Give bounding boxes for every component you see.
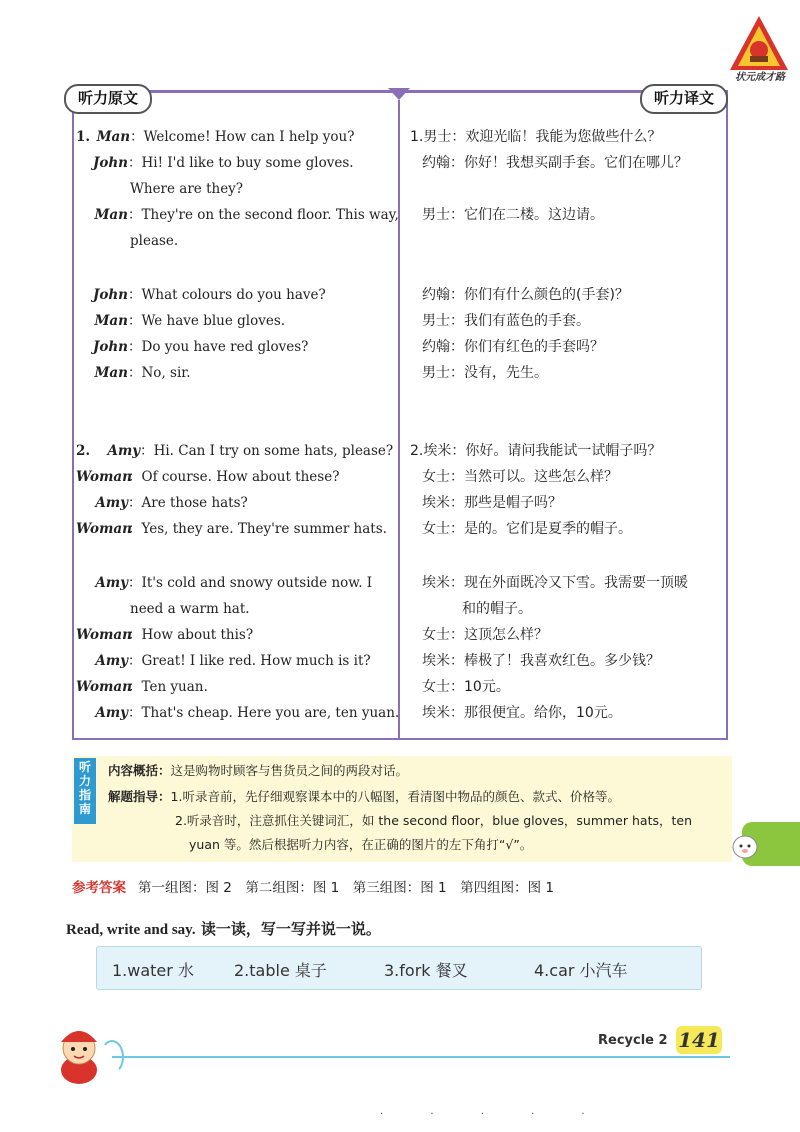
translation-line: 男士：我们有蓝色的手套。: [422, 313, 590, 329]
script-line: [76, 626, 253, 644]
speaker-name: John: [92, 339, 128, 355]
speaker-name: Woman: [76, 521, 132, 537]
script-text: ：Ten yuan.: [128, 679, 208, 695]
script-line: [76, 286, 326, 304]
script-line: [76, 364, 191, 382]
line-number: 1.: [76, 129, 91, 145]
script-line: [130, 232, 178, 250]
script-text: need a warm hat.: [130, 601, 250, 617]
script-line: [76, 574, 372, 592]
translation-line: 女士：是的。它们是夏季的帽子。: [422, 521, 632, 537]
vocab-item-3: 3.fork 餐叉: [384, 961, 468, 980]
script-text: Where are they?: [130, 181, 244, 197]
speaker-name: Amy: [95, 653, 128, 669]
translation-line: 1.男士：欢迎光临！我能为您做些什么？: [410, 129, 662, 145]
script-text: ：Welcome! How can I help you?: [130, 129, 355, 145]
reference-answers: [72, 876, 554, 896]
script-line: [130, 600, 250, 618]
answers-label: 参考答案: [72, 880, 126, 896]
script-text: ：It's cold and snowy outside now. I: [128, 575, 373, 591]
script-line: [76, 206, 399, 224]
unit-name: Recycle 2: [598, 1033, 668, 1048]
script-text: ：How about this?: [128, 627, 254, 643]
translation-line: 埃米：现在外面既冷又下雪。我需要一顶暖: [422, 575, 688, 591]
script-text: please.: [130, 233, 179, 249]
speaker-name: Woman: [76, 679, 132, 695]
heading-cn: 读一读，写一写并说一说。: [195, 920, 381, 938]
listening-translation-tag: 听力译文: [640, 84, 728, 114]
page-number: 141: [676, 1026, 722, 1054]
script-text: ：Do you have red gloves?: [128, 339, 309, 355]
script-line: [76, 442, 393, 460]
translation-line: 约翰：你们有红色的手套吗？: [422, 339, 604, 355]
speaker-name: Man: [94, 313, 128, 329]
tip-2a: 2.听录音时，注意抓住关键词汇，如 the second floor，blue gloves，summer hats，ten: [175, 813, 692, 828]
tip-2b: yuan 等。然后根据听力内容，在正确的图片的左下角打“√”。: [189, 837, 533, 852]
translation-line: 女士：这顶怎么样？: [422, 627, 548, 643]
translation-line: 男士：它们在二楼。这边请。: [422, 207, 604, 223]
script-text: ：Of course. How about these?: [128, 469, 340, 485]
translation-line: 2.埃米：你好。请问我能试一试帽子吗？: [410, 443, 662, 459]
answers-text: 第一组图：图 2 第二组图：图 1 第三组图：图 1 第四组图：图 1: [138, 880, 555, 896]
sheep-icon: [730, 832, 760, 860]
speaker-name: Man: [94, 207, 128, 223]
script-text: ：They're on the second floor. This way,: [128, 207, 399, 223]
speaker-name: Woman: [76, 627, 132, 643]
script-line: [76, 338, 308, 356]
bottom-dots: . . . . .: [380, 1106, 607, 1117]
translation-line: 女士：当然可以。这些怎么样？: [422, 469, 618, 485]
vocab-item-2: 2.table 桌子: [234, 961, 327, 980]
script-text: ：Great! I like red. How much is it?: [128, 653, 371, 669]
script-line: [130, 180, 243, 198]
listening-guide-tab: 听力指南: [74, 758, 96, 824]
mascot-icon: [48, 1020, 110, 1086]
script-text: ：Yes, they are. They're summer hats.: [128, 521, 387, 537]
listening-script-tag: 听力原文: [64, 84, 152, 114]
translation-line: 埃米：棒极了！我喜欢红色。多少钱？: [422, 653, 660, 669]
script-line: [76, 652, 371, 670]
script-line: [76, 128, 354, 146]
tips-label: 解题指导：: [108, 789, 171, 804]
translation-line: 女士：10元。: [422, 679, 510, 695]
speaker-name: Amy: [95, 495, 128, 511]
script-text: ：That's cheap. Here you are, ten yuan.: [128, 705, 400, 721]
speaker-name: Woman: [76, 469, 132, 485]
translation-line: 埃米：那些是帽子吗？: [422, 495, 562, 511]
line-number: 2.: [76, 443, 91, 459]
panel-notch: [388, 88, 410, 100]
vocab-item-4: 4.car 小汽车: [534, 961, 628, 980]
speaker-name: John: [92, 287, 128, 303]
heading-en: Read, write and say.: [66, 922, 196, 938]
speaker-name: Man: [96, 129, 131, 145]
speaker-name: John: [92, 155, 128, 171]
translation-line: 埃米：那很便宜。给你，10元。: [422, 705, 622, 721]
speaker-name: Amy: [95, 705, 128, 721]
vocab-item-1: 1.water 水: [112, 961, 194, 980]
script-text: ：Hi! I'd like to buy some gloves.: [128, 155, 354, 171]
translation-line: 男士：没有，先生。: [422, 365, 548, 381]
tips-line: [108, 788, 620, 806]
tip-1: 1.听录音前，先仔细观察课本中的八幅图，看清图中物品的颜色、款式、价格等。: [170, 789, 620, 804]
script-line: [76, 154, 354, 172]
speaker-name: Amy: [107, 443, 141, 459]
summary-text: 这是购物时顾客与售货员之间的两段对话。: [170, 763, 409, 778]
script-line: [76, 312, 285, 330]
script-line: [76, 494, 248, 512]
summary-line: [108, 762, 408, 780]
brand-logo-text: 状元成才路: [735, 72, 785, 83]
translation-line: 约翰：你好！我想买副手套。它们在哪儿？: [422, 155, 688, 171]
script-line: [76, 468, 339, 486]
script-text: ：No, sir.: [128, 365, 191, 381]
script-line: [76, 678, 208, 696]
translation-line: 和的帽子。: [462, 601, 532, 617]
script-line: [76, 520, 387, 538]
translation-line: 约翰：你们有什么颜色的(手套)？: [422, 287, 629, 303]
footer-line: [112, 1056, 730, 1058]
speaker-name: Amy: [95, 575, 128, 591]
section-heading: [66, 918, 381, 939]
script-text: ：We have blue gloves.: [128, 313, 286, 329]
script-text: ：Hi. Can I try on some hats, please?: [140, 443, 394, 459]
panel-divider: [398, 100, 400, 740]
script-line: [76, 704, 399, 722]
script-text: ：What colours do you have?: [128, 287, 326, 303]
speaker-name: Man: [94, 365, 128, 381]
summary-label: 内容概括：: [108, 763, 171, 778]
script-text: ：Are those hats?: [128, 495, 248, 511]
